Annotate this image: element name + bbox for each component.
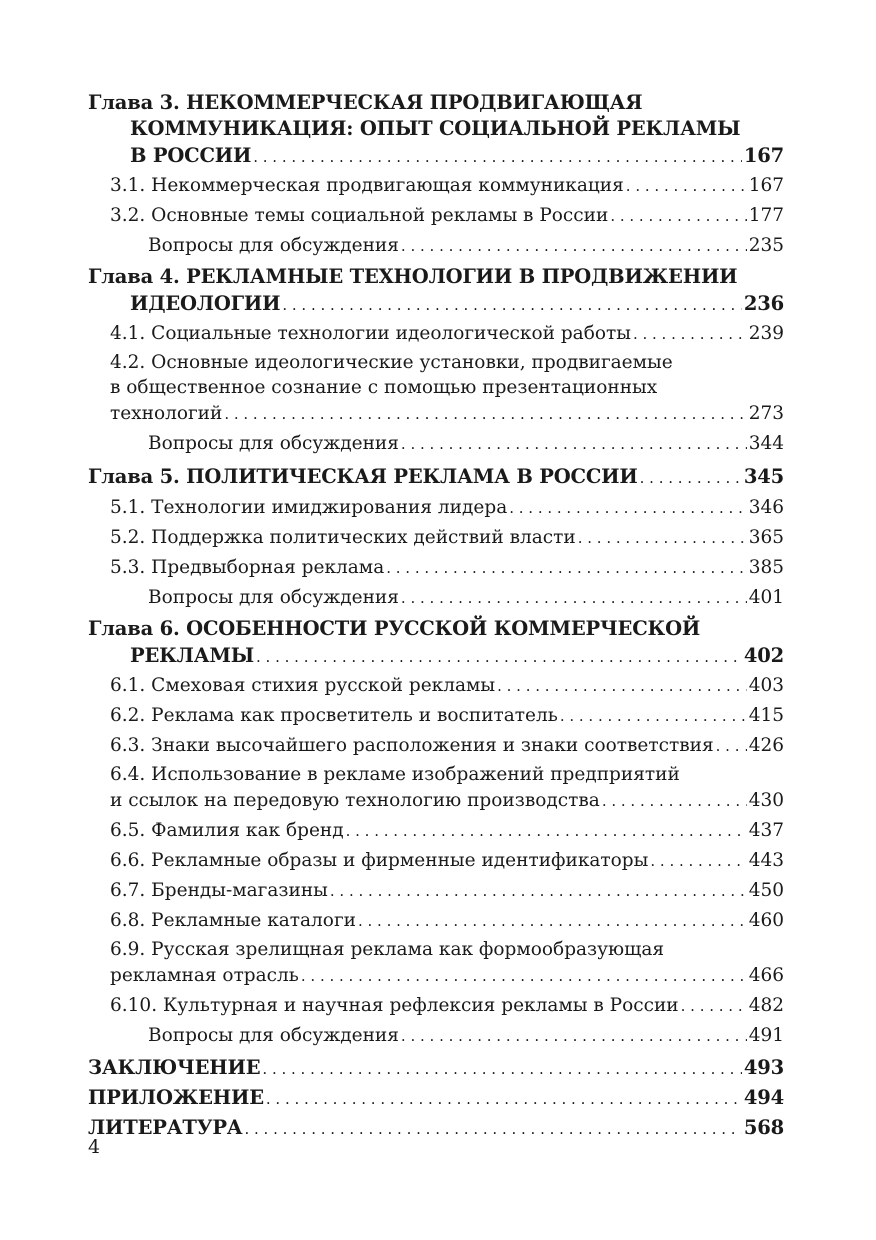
section-5-3[interactable] (88, 554, 784, 582)
section-6-3[interactable] (88, 732, 784, 760)
section-title: и ссылок на передовую технологию производства (110, 790, 600, 811)
chapter-entry[interactable] (88, 290, 784, 318)
section-6-10[interactable] (88, 992, 784, 1020)
leader-dots (256, 643, 742, 671)
leader-dots (650, 847, 746, 875)
page-number: 437 (748, 820, 784, 841)
questions-label: Вопросы для обсуждения (148, 433, 399, 454)
leader-dots (224, 400, 746, 428)
leader-dots (301, 962, 747, 990)
section-title: 6.5. Фамилия как бренд (110, 820, 344, 841)
section-title-line: 4.2. Основные идеологические установки, продвигаемые (110, 352, 673, 373)
section-3-1[interactable] (88, 172, 784, 200)
page-number: 491 (748, 1025, 784, 1046)
leader-dots (401, 1022, 747, 1050)
page-number: 167 (748, 175, 784, 196)
section-title: 5.3. Предвыборная реклама (110, 557, 385, 578)
section-6-2[interactable] (88, 702, 784, 730)
section-title-line: 6.4. Использование в рекламе изображений предприятий (110, 764, 680, 785)
leader-dots (386, 554, 746, 582)
questions-label: Вопросы для обсуждения (148, 235, 399, 256)
section-3-2[interactable] (88, 202, 784, 230)
chapter-title-last: ИДЕОЛОГИИ (130, 292, 281, 315)
leader-dots (681, 992, 747, 1020)
page-number: 450 (748, 880, 784, 901)
section-6-5[interactable] (88, 817, 784, 845)
page-number: 493 (743, 1056, 784, 1079)
questions-label: Вопросы для обсуждения (148, 1025, 399, 1046)
leader-dots (602, 787, 747, 815)
back-matter-appendix[interactable] (88, 1083, 784, 1113)
section-title-line: в общественное сознание с помощью презентационных (110, 377, 658, 398)
questions-5[interactable] (88, 584, 784, 612)
page-number: 402 (743, 644, 784, 667)
section-title: 6.7. Бренды-магазины (110, 880, 328, 901)
leader-dots (401, 584, 747, 612)
page-number: 426 (748, 735, 784, 756)
section-title: 3.1. Некоммерческая продвигающая коммуникация (110, 175, 624, 196)
back-matter-literature[interactable] (88, 1113, 784, 1143)
section-title: 6.8. Рекламные каталоги (110, 910, 356, 931)
page-number: 430 (748, 790, 784, 811)
page-number: 235 (748, 235, 784, 256)
page-number: 494 (743, 1086, 784, 1109)
page-number: 403 (748, 675, 784, 696)
back-matter-title: ПРИЛОЖЕНИЕ (88, 1086, 264, 1109)
section-title: рекламная отрасль (110, 965, 299, 986)
section-6-6[interactable] (88, 847, 784, 875)
page-number: 415 (748, 705, 784, 726)
leader-dots (716, 732, 747, 760)
section-title: 5.1. Технологии имиджирования лидера (110, 497, 508, 518)
leader-dots (358, 907, 747, 935)
page-number: 568 (743, 1116, 784, 1139)
page-number: 466 (748, 965, 784, 986)
section-title: 6.6. Рекламные образы и фирменные идентификаторы (110, 850, 649, 871)
leader-dots (401, 232, 747, 260)
page-number: 239 (748, 323, 784, 344)
questions-3[interactable] (88, 232, 784, 260)
section-title: 6.10. Культурная и научная рефлексия рекламы в России (110, 995, 679, 1016)
section-title: 6.2. Реклама как просветитель и воспитатель (110, 705, 558, 726)
leader-dots (401, 430, 747, 458)
chapter-4 (88, 264, 784, 318)
chapter-title-line: Глава 4. РЕКЛАМНЫЕ ТЕХНОЛОГИИ В ПРОДВИЖЕНИИ (88, 265, 738, 288)
section-6-8[interactable] (88, 907, 784, 935)
leader-dots (578, 524, 747, 552)
section-6-1[interactable] (88, 672, 784, 700)
page-number: 236 (743, 292, 784, 315)
chapter-6 (88, 616, 784, 670)
leader-dots (560, 702, 747, 730)
leader-dots (244, 1114, 741, 1144)
section-6-9[interactable] (88, 937, 784, 990)
leader-dots (266, 1084, 742, 1114)
page-number: 167 (743, 144, 784, 167)
section-title: 6.1. Смеховая стихия русской рекламы (110, 675, 496, 696)
page-number: 346 (748, 497, 784, 518)
chapter-title-line: Глава 6. ОСОБЕННОСТИ РУССКОЙ КОММЕРЧЕСКОЙ (88, 617, 701, 640)
leader-dots (610, 202, 746, 230)
leader-dots (497, 672, 747, 700)
table-of-contents (88, 90, 784, 1143)
page-number: 385 (748, 557, 784, 578)
section-6-7[interactable] (88, 877, 784, 905)
questions-label: Вопросы для обсуждения (148, 587, 399, 608)
back-matter-conclusion[interactable] (88, 1053, 784, 1083)
page-number: 482 (748, 995, 784, 1016)
page-number: 443 (748, 850, 784, 871)
section-5-2[interactable] (88, 524, 784, 552)
page-number: 401 (748, 587, 784, 608)
section-6-4[interactable] (88, 762, 784, 815)
section-title: 4.1. Социальные технологии идеологической работы (110, 323, 631, 344)
section-title: технологий (110, 403, 223, 424)
back-matter-title: ЗАКЛЮЧЕНИЕ (88, 1056, 261, 1079)
leader-dots (633, 320, 747, 348)
page-number: 345 (743, 465, 784, 488)
section-title-line: 6.9. Русская зрелищная реклама как формообразующая (110, 939, 665, 960)
page-number: 273 (748, 403, 784, 424)
section-4-1[interactable] (88, 320, 784, 348)
leader-dots (253, 143, 742, 171)
chapter-5[interactable] (88, 462, 784, 492)
leader-dots (330, 877, 747, 905)
questions-6[interactable] (88, 1022, 784, 1050)
chapter-title-last: В РОССИИ (130, 144, 252, 167)
back-matter-title: ЛИТЕРАТУРА (88, 1116, 243, 1139)
section-5-1[interactable] (88, 494, 784, 522)
page-number: 365 (748, 527, 784, 548)
page-number: 344 (748, 433, 784, 454)
leader-dots (346, 817, 747, 845)
page-number: 460 (748, 910, 784, 931)
leader-dots (509, 494, 746, 522)
section-4-2[interactable] (88, 350, 784, 428)
leader-dots (262, 1054, 741, 1084)
section-title: 6.3. Знаки высочайшего расположения и знаки соответствия (110, 735, 714, 756)
chapter-title-line: Глава 3. НЕКОММЕРЧЕСКАЯ ПРОДВИГАЮЩАЯ (88, 91, 643, 114)
section-title: 3.2. Основные темы социальной рекламы в России (110, 205, 609, 226)
leader-dots (640, 463, 742, 493)
leader-dots (626, 172, 747, 200)
section-title: 5.2. Поддержка политических действий власти (110, 527, 576, 548)
chapter-3 (88, 90, 784, 170)
leader-dots (282, 291, 742, 319)
chapter-title: Глава 5. ПОЛИТИЧЕСКАЯ РЕКЛАМА В РОССИИ (88, 465, 638, 488)
chapter-entry[interactable] (88, 142, 784, 170)
questions-4[interactable] (88, 430, 784, 458)
chapter-title-line: КОММУНИКАЦИЯ: ОПЫТ СОЦИАЛЬНОЙ РЕКЛАМЫ (130, 117, 741, 140)
chapter-title-last: РЕКЛАМЫ (130, 644, 255, 667)
page-folio: 4 (88, 1136, 101, 1158)
page-number: 177 (748, 205, 784, 226)
chapter-entry[interactable] (88, 642, 784, 670)
